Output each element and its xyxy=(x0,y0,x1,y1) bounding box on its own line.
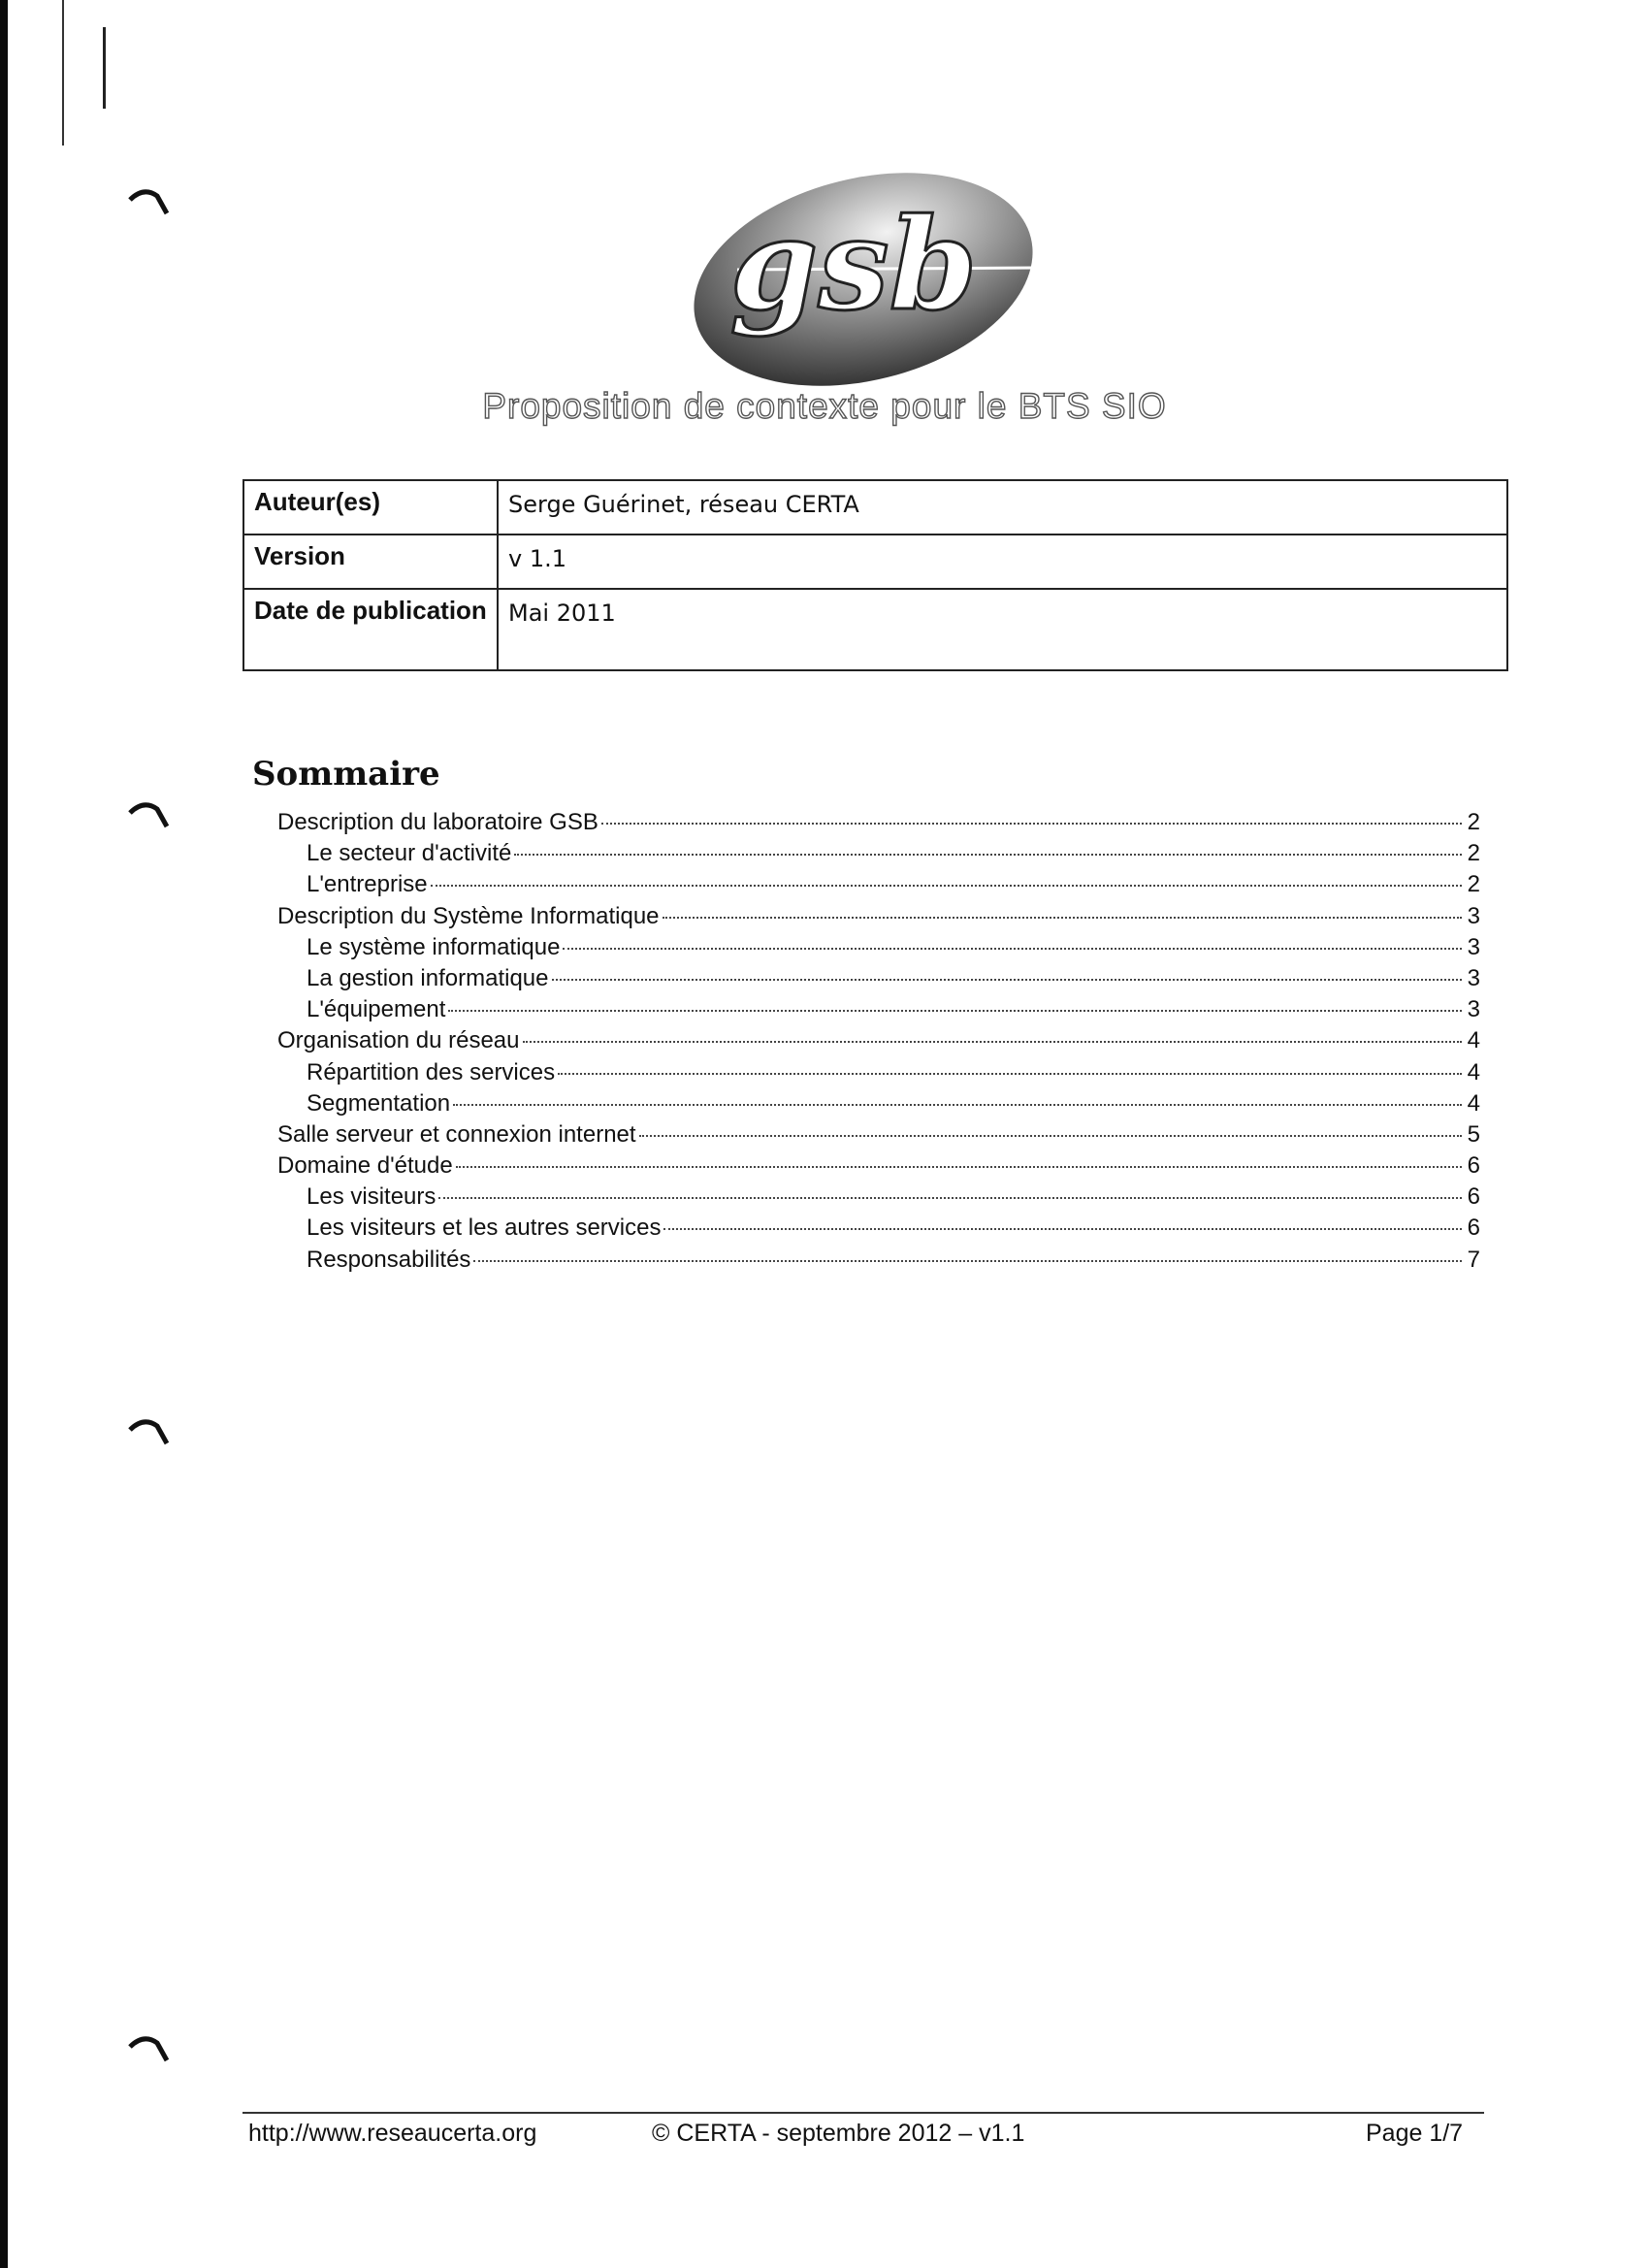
toc-entry-title: Segmentation xyxy=(307,1089,451,1117)
binder-hole-mark xyxy=(128,184,171,217)
toc-entry[interactable] xyxy=(277,934,1480,965)
toc-entry[interactable] xyxy=(277,1059,1480,1090)
toc-entry-page: 6 xyxy=(1467,1183,1480,1211)
toc-entry[interactable] xyxy=(277,1121,1480,1152)
toc-entry[interactable] xyxy=(277,840,1480,871)
scan-left-edge xyxy=(0,0,8,2268)
publication-date-value: Mai 2011 xyxy=(498,589,1507,670)
publication-date-label: Date de publication xyxy=(243,589,498,670)
toc-leader-dots xyxy=(523,1041,1463,1043)
toc-entry-title: Description du laboratoire GSB xyxy=(277,809,598,835)
author-label: Auteur(es) xyxy=(243,480,498,535)
toc-leader-dots xyxy=(473,1260,1462,1262)
toc-heading: Sommaire xyxy=(252,755,440,794)
toc-entry-page: 4 xyxy=(1467,1027,1480,1054)
toc-entry[interactable] xyxy=(277,1027,1480,1058)
binder-hole-mark xyxy=(128,1414,171,1447)
toc-leader-dots xyxy=(563,948,1462,950)
binder-hole-mark xyxy=(128,797,171,830)
toc-leader-dots xyxy=(639,1135,1462,1137)
toc-entry-page: 6 xyxy=(1467,1215,1480,1242)
toc-leader-dots xyxy=(456,1166,1462,1168)
logo-text: gsb xyxy=(729,190,978,339)
scan-mark xyxy=(103,27,106,109)
toc-leader-dots xyxy=(663,1228,1462,1230)
toc-entry[interactable] xyxy=(277,871,1480,902)
toc-entry-title: Responsabilités xyxy=(307,1246,471,1273)
toc-leader-dots xyxy=(601,823,1462,825)
table-row xyxy=(243,480,1507,535)
metadata-table xyxy=(242,479,1508,671)
toc-entry[interactable] xyxy=(277,809,1480,840)
toc-leader-dots xyxy=(438,1197,1462,1199)
toc-leader-dots xyxy=(448,1010,1462,1012)
toc-entry-page: 7 xyxy=(1467,1246,1480,1273)
toc-entry-title: L'équipement xyxy=(307,996,446,1023)
toc-entry-page: 4 xyxy=(1467,1058,1480,1085)
toc-entry[interactable] xyxy=(277,1215,1480,1246)
toc-entry-title: Les visiteurs et les autres services xyxy=(307,1215,662,1242)
toc-entry-title: Le système informatique xyxy=(307,933,561,960)
toc-leader-dots xyxy=(514,854,1462,856)
toc-leader-dots xyxy=(453,1104,1462,1106)
toc-entry[interactable] xyxy=(277,1247,1480,1278)
toc-entry[interactable] xyxy=(277,965,1480,996)
footer-divider xyxy=(242,2112,1484,2114)
toc-entry-title: Domaine d'étude xyxy=(277,1152,453,1180)
toc-entry-title: Salle serveur et connexion internet xyxy=(277,1120,636,1148)
toc-entry-page: 2 xyxy=(1467,871,1480,898)
table-row xyxy=(243,535,1507,589)
footer-url-link[interactable]: http://www.reseaucerta.org xyxy=(248,2120,537,2147)
gsb-logo xyxy=(679,163,1048,396)
toc-entry[interactable] xyxy=(277,1090,1480,1121)
toc-entry-page: 5 xyxy=(1467,1120,1480,1148)
toc-entry-title: La gestion informatique xyxy=(307,964,549,991)
toc-leader-dots xyxy=(663,917,1462,919)
toc-entry[interactable] xyxy=(277,996,1480,1027)
toc-entry-page: 3 xyxy=(1467,964,1480,991)
toc-entry[interactable] xyxy=(277,1183,1480,1215)
binder-hole-mark xyxy=(128,2031,171,2064)
version-value: v 1.1 xyxy=(498,535,1507,589)
author-value: Serge Guérinet, réseau CERTA xyxy=(498,480,1507,535)
footer-copyright: © CERTA - septembre 2012 – v1.1 xyxy=(652,2120,1025,2147)
table-of-contents xyxy=(277,809,1480,1278)
version-label: Version xyxy=(243,535,498,589)
toc-entry-page: 3 xyxy=(1467,933,1480,960)
toc-entry-page: 2 xyxy=(1467,840,1480,867)
toc-entry[interactable] xyxy=(277,1152,1480,1183)
toc-entry-title: Les visiteurs xyxy=(307,1183,436,1211)
toc-entry-page: 3 xyxy=(1467,996,1480,1023)
footer-page-number: Page 1/7 xyxy=(1366,2120,1464,2147)
toc-entry-title: Organisation du réseau xyxy=(277,1027,520,1054)
toc-entry-page: 6 xyxy=(1467,1152,1480,1180)
toc-entry-page: 3 xyxy=(1467,902,1480,929)
toc-entry[interactable] xyxy=(277,903,1480,934)
toc-leader-dots xyxy=(431,885,1462,887)
toc-entry-page: 4 xyxy=(1467,1089,1480,1117)
toc-leader-dots xyxy=(558,1073,1462,1075)
toc-entry-title: Le secteur d'activité xyxy=(307,840,512,867)
document-title: Proposition de contexte pour le BTS SIO xyxy=(482,386,1167,426)
toc-entry-title: Description du Système Informatique xyxy=(277,902,660,929)
toc-entry-page: 2 xyxy=(1467,809,1480,835)
scan-mark xyxy=(62,0,64,146)
toc-leader-dots xyxy=(552,979,1463,981)
table-row xyxy=(243,589,1507,670)
toc-entry-title: Répartition des services xyxy=(307,1058,556,1085)
toc-entry-title: L'entreprise xyxy=(307,871,428,898)
